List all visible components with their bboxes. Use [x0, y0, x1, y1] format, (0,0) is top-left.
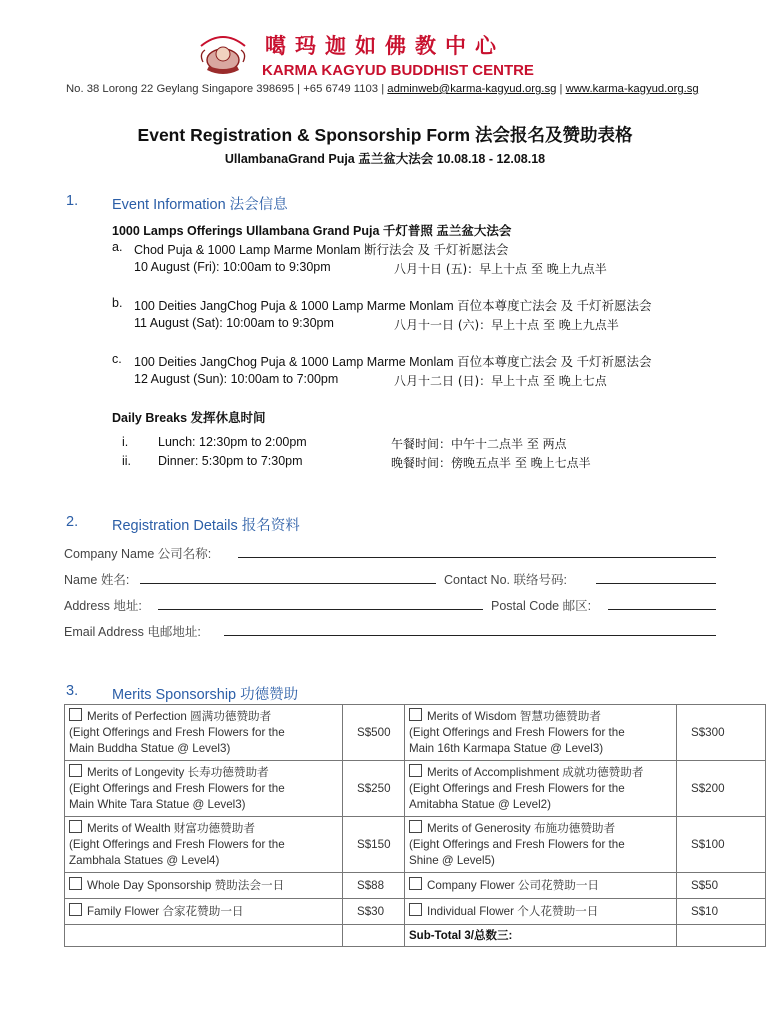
merit-wealth-cell[interactable] [65, 817, 343, 873]
merit-longevity-cell[interactable] [65, 761, 343, 817]
postal-code-field[interactable] [608, 609, 716, 610]
checkbox[interactable] [409, 820, 422, 833]
checkbox[interactable] [69, 708, 82, 721]
merit-desc: (Eight Offerings and Fresh Flowers for the [69, 726, 285, 739]
table-row [65, 817, 766, 873]
break-1-text: Lunch: 12:30pm to 2:00pm [158, 435, 307, 449]
break-2-text-cn: 晚餐时间：傍晚五点半 至 晚上七点半 [391, 456, 591, 470]
email-field[interactable] [224, 635, 716, 636]
event-heading: 1000 Lamps Offerings Ullambana Grand Puja 千灯普照 盂兰盆大法会 [112, 224, 512, 238]
table-row [65, 705, 766, 761]
checkbox[interactable] [409, 877, 422, 890]
price: S$250 [343, 761, 405, 817]
event-c-date: 12 August (Sun): 10:00am to 7:00pm [134, 372, 339, 386]
merit-name: Merits of Generosity 布施功德赞助者 [427, 822, 616, 835]
merit-desc: (Eight Offerings and Fresh Flowers for the [69, 838, 285, 851]
postal-code-label: Postal Code 邮区: [491, 599, 592, 613]
merit-desc: Shine @ Level5) [409, 854, 495, 867]
org-name-chinese: 噶玛迦如佛教中心 [265, 33, 505, 58]
merit-name: Merits of Wisdom 智慧功德赞助者 [427, 710, 601, 723]
address-label: Address 地址: [64, 599, 142, 613]
org-address-line [66, 83, 699, 95]
separator: | [556, 83, 566, 95]
merit-perfection-cell[interactable] [65, 705, 343, 761]
event-a-letter: a. [112, 240, 123, 254]
merit-desc: Main White Tara Statue @ Level3) [69, 798, 246, 811]
event-b-name: 100 Deities JangChog Puja & 1000 Lamp Marme Monlam 百位本尊度亡法会 及 千灯祈愿法会 [134, 299, 652, 313]
checkbox[interactable] [409, 903, 422, 916]
email-label: Email Address 电邮地址: [64, 625, 201, 639]
price: S$300 [677, 705, 766, 761]
empty-cell [677, 925, 766, 947]
sponsorship-name: Family Flower 合家花赞助一日 [87, 905, 244, 918]
event-a-name: Chod Puja & 1000 Lamp Marme Monlam 断行法会 及 千灯祈愿法会 [134, 243, 509, 257]
price: S$500 [343, 705, 405, 761]
merit-desc: Main 16th Karmapa Statue @ Level3) [409, 742, 604, 755]
break-2-num: ii. [122, 454, 132, 468]
break-1-num: i. [122, 435, 129, 449]
checkbox[interactable] [69, 877, 82, 890]
price: S$50 [677, 873, 766, 899]
merit-desc: (Eight Offerings and Fresh Flowers for the [69, 782, 285, 795]
event-c-name: 100 Deities JangChog Puja & 1000 Lamp Marme Monlam 百位本尊度亡法会 及 千灯祈愿法会 [134, 355, 652, 369]
section-1-number: 1. [66, 193, 79, 209]
family-flower-cell[interactable] [65, 899, 343, 925]
merit-accomplishment-cell[interactable] [405, 761, 677, 817]
company-flower-cell[interactable] [405, 873, 677, 899]
contact-label: Contact No. 联络号码: [444, 573, 567, 587]
merit-desc: Amitabha Statue @ Level2) [409, 798, 551, 811]
empty-cell [343, 925, 405, 947]
merit-name: Merits of Accomplishment 成就功德赞助者 [427, 766, 644, 779]
section-3-number: 3. [66, 683, 79, 699]
merits-sponsorship-table [64, 704, 766, 947]
merit-desc: (Eight Offerings and Fresh Flowers for the [409, 782, 625, 795]
sponsorship-name: Individual Flower 个人花赞助一日 [427, 905, 599, 918]
event-b-letter: b. [112, 296, 123, 310]
company-name-field[interactable] [238, 557, 716, 558]
price: S$30 [343, 899, 405, 925]
section-2-title: Registration Details 报名资料 [112, 518, 300, 534]
table-row [65, 873, 766, 899]
empty-cell [65, 925, 343, 947]
merit-name: Merits of Perfection 圆满功德赞助者 [87, 710, 272, 723]
subtotal-row [65, 925, 766, 947]
daily-breaks-heading: Daily Breaks 发挥休息时间 [112, 411, 266, 425]
merit-desc: (Eight Offerings and Fresh Flowers for the [409, 838, 625, 851]
checkbox[interactable] [409, 708, 422, 721]
website-link[interactable]: www.karma-kagyud.org.sg [565, 83, 699, 95]
merit-name: Merits of Longevity 长寿功德赞助者 [87, 766, 269, 779]
price: S$200 [677, 761, 766, 817]
price: S$88 [343, 873, 405, 899]
form-subtitle: UllambanaGrand Puja 盂兰盆大法会 10.08.18 - 12.08.18 [224, 152, 546, 166]
merit-desc: (Eight Offerings and Fresh Flowers for the [409, 726, 625, 739]
checkbox[interactable] [69, 764, 82, 777]
merit-generosity-cell[interactable] [405, 817, 677, 873]
name-label: Name 姓名: [64, 573, 130, 587]
merit-desc: Zambhala Statues @ Level4) [69, 854, 220, 867]
email-link[interactable]: adminweb@karma-kagyud.org.sg [387, 83, 557, 95]
section-2-number: 2. [66, 514, 79, 530]
checkbox[interactable] [69, 903, 82, 916]
event-c-date-cn: 八月十二日 (日)：早上十点 至 晚上七点 [394, 374, 607, 388]
event-a-date: 10 August (Fri): 10:00am to 9:30pm [134, 260, 331, 274]
karma-kagyud-logo [193, 32, 253, 78]
org-name-english: KARMA KAGYUD BUDDHIST CENTRE [262, 62, 534, 79]
individual-flower-cell[interactable] [405, 899, 677, 925]
contact-field[interactable] [596, 583, 716, 584]
form-title: Event Registration & Sponsorship Form 法会报名及赞助表格 [137, 125, 633, 145]
merit-desc: Main Buddha Statue @ Level3) [69, 742, 231, 755]
event-c-letter: c. [112, 352, 122, 366]
sponsorship-name: Company Flower 公司花赞助一日 [427, 879, 600, 892]
price: S$150 [343, 817, 405, 873]
section-3-title: Merits Sponsorship 功德赞助 [112, 687, 299, 703]
event-a-date-cn: 八月十日 (五)：早上十点 至 晚上九点半 [394, 262, 607, 276]
whole-day-sponsorship-cell[interactable] [65, 873, 343, 899]
merit-wisdom-cell[interactable] [405, 705, 677, 761]
subtotal-label: Sub-Total 3/总数三: [405, 925, 677, 947]
table-row [65, 761, 766, 817]
price: S$100 [677, 817, 766, 873]
break-1-text-cn: 午餐时间：中午十二点半 至 两点 [391, 437, 567, 451]
sponsorship-name: Whole Day Sponsorship 赞助法会一日 [87, 879, 285, 892]
company-name-label: Company Name 公司名称: [64, 547, 212, 561]
table-row [65, 899, 766, 925]
checkbox[interactable] [409, 764, 422, 777]
event-b-date: 11 August (Sat): 10:00am to 9:30pm [134, 316, 334, 330]
checkbox[interactable] [69, 820, 82, 833]
name-field[interactable] [140, 583, 436, 584]
address-text: No. 38 Lorong 22 Geylang Singapore 398695 | +65 6749 1103 | [66, 83, 388, 95]
section-1-title: Event Information 法会信息 [112, 197, 288, 213]
price: S$10 [677, 899, 766, 925]
event-b-date-cn: 八月十一日 (六)：早上十点 至 晚上九点半 [394, 318, 619, 332]
merit-name: Merits of Wealth 财富功德赞助者 [87, 822, 255, 835]
address-field[interactable] [158, 609, 483, 610]
break-2-text: Dinner: 5:30pm to 7:30pm [158, 454, 303, 468]
